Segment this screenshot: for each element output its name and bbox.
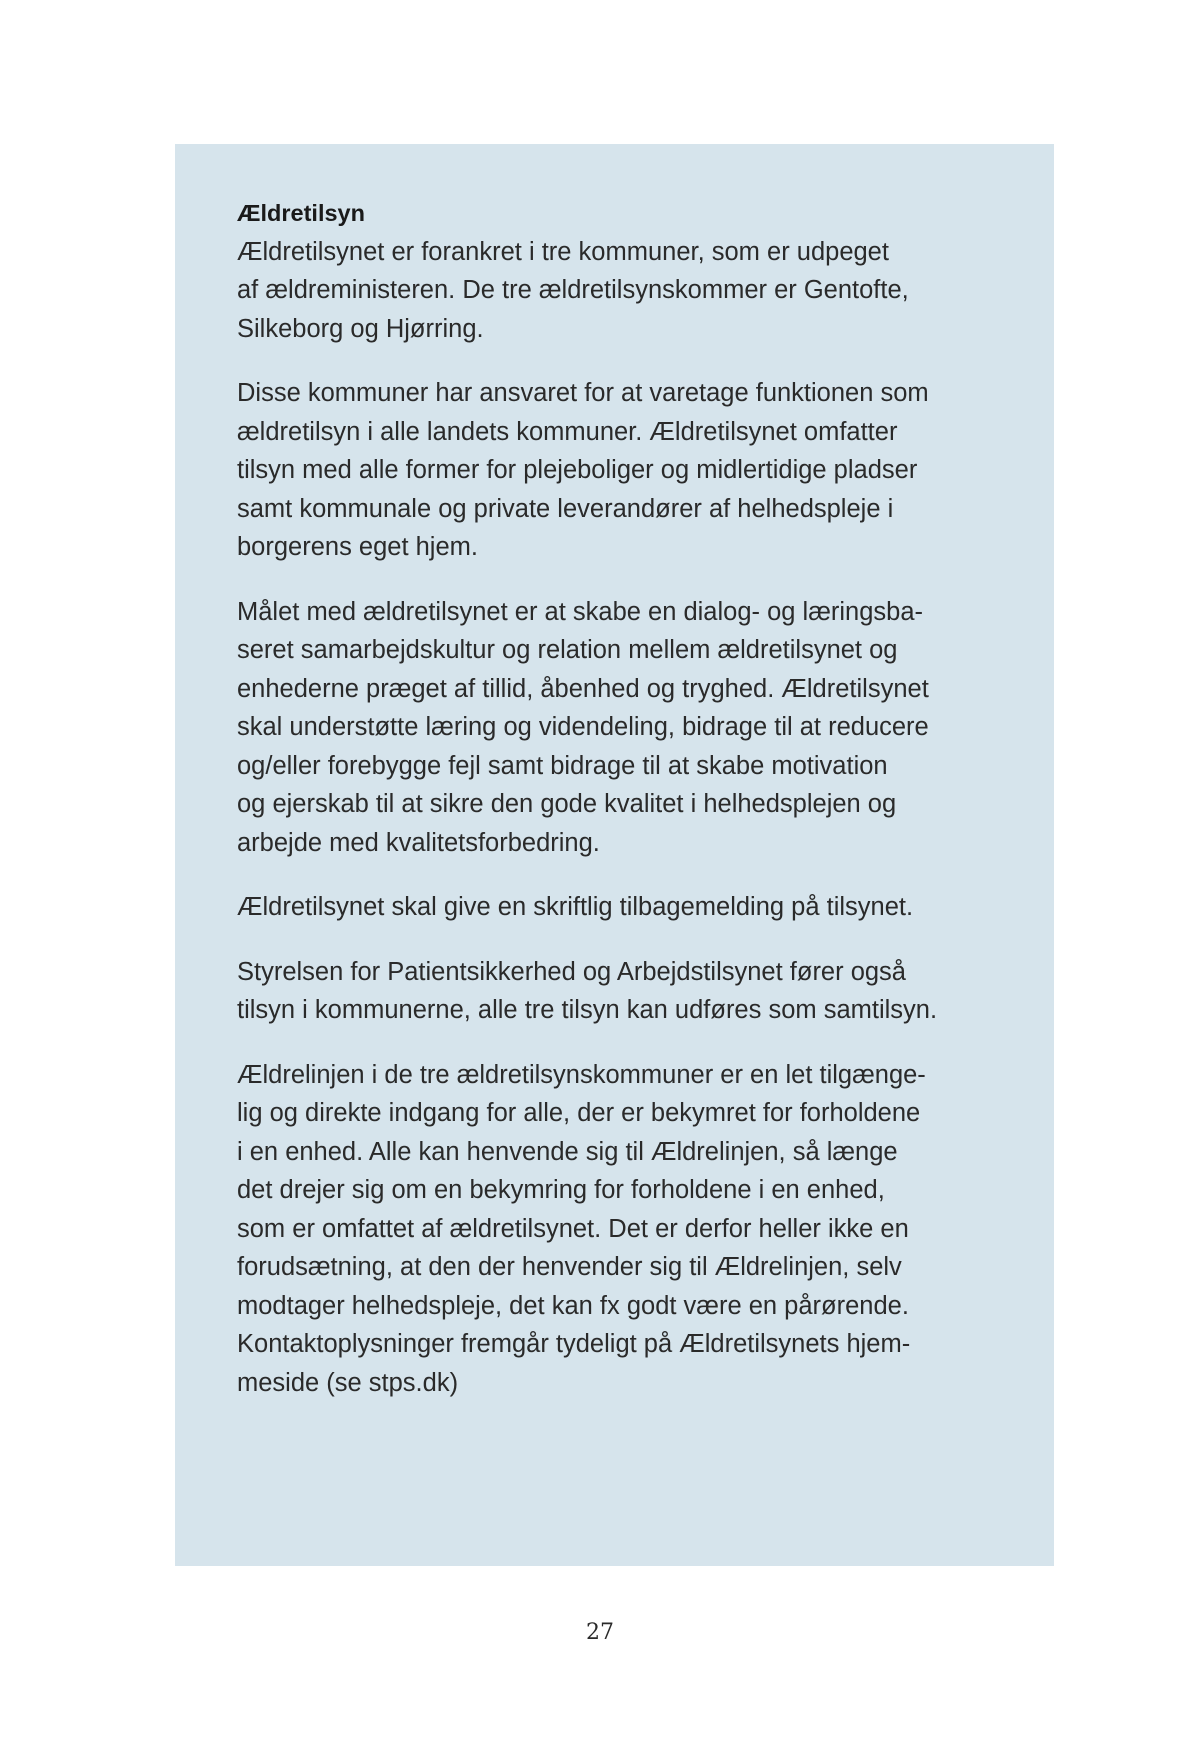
paragraph-line: ældretilsyn i alle landets kommuner. Ældretilsynet omfatter [237, 417, 898, 446]
paragraph-line: borgerens eget hjem. [237, 533, 478, 561]
page-number: 27 [586, 1620, 614, 1645]
paragraph [237, 593, 954, 863]
paragraph-line: Kontaktoplysninger fremgår tydeligt på Ældretilsynets hjem- [237, 1330, 911, 1358]
paragraphs [237, 233, 954, 1403]
paragraph-line: modtager helhedspleje, det kan fx godt være en pårørende. [237, 1291, 909, 1320]
paragraph [237, 1056, 954, 1403]
paragraph-line: seret samarbejdskultur og relation mellem ældretilsynet og [237, 636, 898, 664]
paragraph-line: lig og direkte indgang for alle, der er bekymret for forholdene [237, 1099, 921, 1127]
paragraph-line: Ældretilsynet er forankret i tre kommuner, som er udpeget [237, 237, 889, 266]
paragraph-line: forudsætning, at den der henvender sig til Ældrelinjen, selv [237, 1253, 902, 1281]
paragraph-line: skal understøtte læring og videndeling, bidrage til at reducere [237, 713, 929, 741]
paragraph-line: og/eller forebygge fejl samt bidrage til at skabe motivation [237, 751, 888, 780]
paragraph-line: Disse kommuner har ansvaret for at varetage funktionen som [237, 379, 929, 407]
paragraph-line: Ældrelinjen i de tre ældretilsynskommuner er en let tilgænge- [237, 1060, 926, 1089]
paragraph-line: som er omfattet af ældretilsynet. Det er derfor heller ikke en [237, 1214, 909, 1243]
paragraph-line: tilsyn i kommunerne, alle tre tilsyn kan udføres som samtilsyn. [237, 996, 938, 1024]
info-box [175, 144, 1054, 1566]
paragraph [237, 374, 954, 567]
paragraph-line: samt kommunale og private leverandører af helhedspleje i [237, 494, 894, 523]
paragraph-line: arbejde med kvalitetsforbedring. [237, 828, 600, 857]
paragraph-line: meside (se stps.dk) [237, 1368, 459, 1397]
paragraph-line: Silkeborg og Hjørring. [237, 314, 484, 343]
paragraph [237, 953, 954, 1030]
paragraph-line: tilsyn med alle former for plejeboliger og midlertidige pladser [237, 456, 918, 484]
paragraph-line: af ældreministeren. De tre ældretilsynskommer er Gentofte, [237, 276, 909, 304]
paragraph-line: Styrelsen for Patientsikkerhed og Arbejdstilsynet fører også [237, 957, 906, 986]
paragraph-line: Målet med ældretilsynet er at skabe en dialog- og læringsba- [237, 597, 924, 626]
box-title: Ældretilsyn [237, 200, 365, 226]
paragraph-line: i en enhed. Alle kan henvende sig til Ældrelinjen, så længe [237, 1137, 898, 1166]
paragraph [237, 233, 954, 349]
paragraph [237, 888, 954, 927]
paragraph-line: det drejer sig om en bekymring for forholdene i en enhed, [237, 1176, 885, 1204]
paragraph-line: Ældretilsynet skal give en skriftlig tilbagemelding på tilsynet. [237, 893, 914, 921]
paragraph-line: enhederne præget af tillid, åbenhed og tryghed. Ældretilsynet [237, 674, 929, 703]
paragraph-line: og ejerskab til at sikre den gode kvalitet i helhedsplejen og [237, 790, 897, 818]
